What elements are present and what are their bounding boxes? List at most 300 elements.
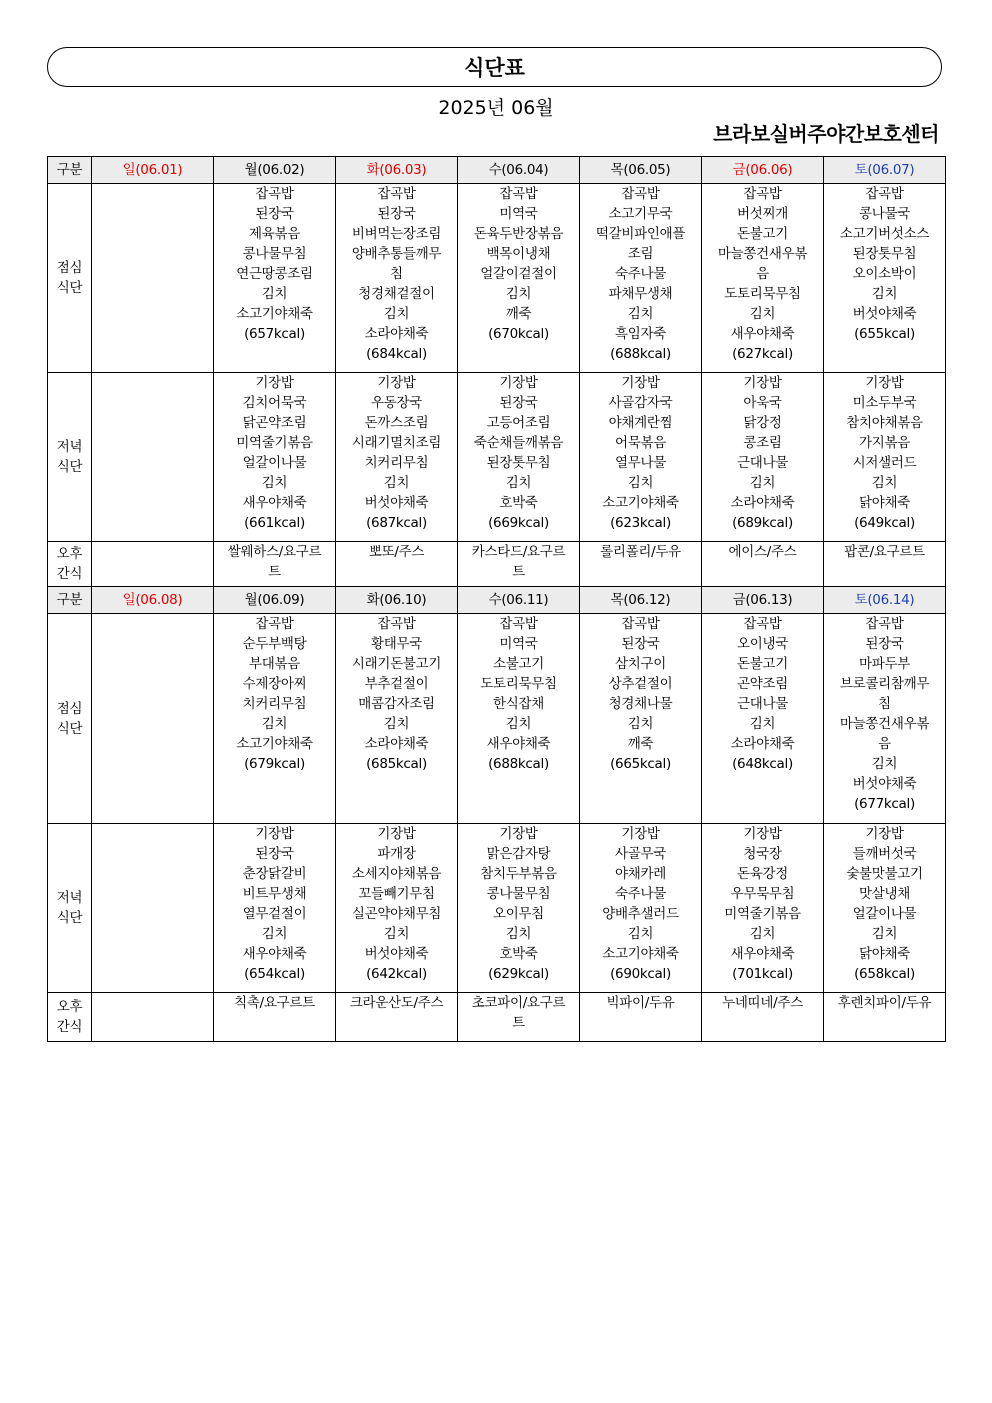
menu-item: 근대나물	[737, 455, 788, 471]
menu-item: 콩나물무침	[242, 246, 307, 262]
menu-item: 김치	[871, 475, 898, 491]
menu-item: 시래기멸치조림	[351, 435, 442, 451]
menu-item: 김치	[749, 716, 776, 732]
menu-item: 참치두부볶음	[480, 866, 557, 882]
menu-item: 팝콘/요구르트	[844, 544, 925, 560]
menu-item: 파개장	[377, 846, 416, 862]
category-label: 구분	[48, 587, 92, 614]
snack-cell	[824, 542, 946, 587]
menu-item: 맑은감자탕	[486, 846, 551, 862]
menu-item: 김치	[505, 716, 532, 732]
dinner-cell	[458, 824, 580, 993]
menu-item: 김치	[383, 306, 410, 322]
menu-item: 호박죽	[499, 946, 538, 962]
menu-item: 어묵볶음	[615, 435, 666, 451]
menu-item: 김치	[627, 475, 654, 491]
lunch-label	[48, 184, 92, 373]
menu-item: 돈불고기	[737, 656, 788, 672]
lunch-cell	[702, 614, 824, 824]
menu-item: 미역줄기볶음	[236, 435, 313, 451]
menu-item: 에이스/주스	[728, 544, 797, 560]
menu-item: 콩나물무침	[486, 886, 551, 902]
menu-item: 얼갈이나물	[852, 906, 917, 922]
menu-item: 된장국	[499, 395, 538, 411]
page-title	[47, 47, 942, 87]
menu-item: 음	[756, 266, 769, 282]
menu-item: 소고기야채죽	[602, 946, 679, 962]
menu-item: 소라야채죽	[364, 326, 429, 342]
menu-item: (654kcal)	[244, 966, 305, 982]
dinner-cell	[580, 824, 702, 993]
menu-item: 떡갈비파인애플	[595, 226, 686, 242]
menu-item: (623kcal)	[610, 515, 671, 531]
menu-item: 기장밥	[621, 375, 660, 391]
menu-item: 삼치구이	[615, 656, 666, 672]
menu-item: 김치	[871, 286, 898, 302]
menu-item: 우동장국	[371, 395, 422, 411]
menu-item: 매콤감자조림	[358, 696, 435, 712]
menu-item: 김치	[383, 475, 410, 491]
menu-item: 김치	[749, 475, 776, 491]
menu-item: 소세지야채볶음	[351, 866, 442, 882]
menu-item: 사골감자국	[608, 395, 673, 411]
dinner-cell	[824, 824, 946, 993]
menu-item: 김치	[383, 926, 410, 942]
menu-item: 춘장닭갈비	[242, 866, 307, 882]
menu-item: 청국장	[743, 846, 782, 862]
menu-item: (670kcal)	[488, 326, 549, 342]
lunch-cell	[214, 184, 336, 373]
menu-item: 연근땅콩조림	[236, 266, 313, 282]
menu-item: 된장국	[255, 846, 294, 862]
menu-item: 치커리무침	[242, 696, 307, 712]
menu-item: 초코파이/요구르	[471, 995, 566, 1011]
lunch-label	[48, 614, 92, 824]
menu-item: 콩나물국	[859, 206, 910, 222]
menu-item: 깨죽	[505, 306, 532, 322]
menu-item: 잡곡밥	[255, 186, 294, 202]
menu-item: 김치	[749, 926, 776, 942]
menu-item: 새우야채죽	[242, 495, 307, 511]
menu-item: 청경채나물	[608, 696, 673, 712]
day-header: 목(06.05)	[580, 157, 702, 184]
snack-cell	[458, 993, 580, 1042]
menu-item: 잡곡밥	[743, 616, 782, 632]
menu-item: 조림	[627, 246, 654, 262]
dinner-cell	[336, 373, 458, 542]
menu-item: 들깨버섯국	[852, 846, 917, 862]
menu-item: 트	[512, 1015, 525, 1031]
menu-item: (627kcal)	[732, 346, 793, 362]
menu-item: 오이냉국	[737, 636, 788, 652]
menu-item: (648kcal)	[732, 756, 793, 772]
snack-label	[48, 542, 92, 587]
snack-cell	[702, 542, 824, 587]
menu-item: 돈까스조림	[364, 415, 429, 431]
menu-item: 된장톳무침	[852, 246, 917, 262]
menu-item: 도토리묵무침	[480, 676, 557, 692]
menu-item: 새우야채죽	[486, 736, 551, 752]
menu-item: 오이소박이	[852, 266, 917, 282]
dinner-cell	[580, 373, 702, 542]
lunch-cell	[824, 614, 946, 824]
menu-item: 잡곡밥	[743, 186, 782, 202]
menu-item: 시저샐러드	[852, 455, 917, 471]
day-header: 토(06.14)	[824, 587, 946, 614]
menu-item: 돈불고기	[737, 226, 788, 242]
menu-item: (657kcal)	[244, 326, 305, 342]
menu-item: 된장국	[255, 206, 294, 222]
menu-item: 야채카레	[615, 866, 666, 882]
lunch-cell	[702, 184, 824, 373]
menu-item: 기장밥	[865, 375, 904, 391]
menu-item: 새우야채죽	[242, 946, 307, 962]
snack-cell	[214, 542, 336, 587]
label-line: 식단	[56, 720, 83, 737]
day-header: 수(06.11)	[458, 587, 580, 614]
label-line: 오후	[56, 999, 83, 1015]
menu-item: 파채무생채	[608, 286, 673, 302]
menu-item: 실곤약야채무침	[351, 906, 442, 922]
lunch-cell	[336, 184, 458, 373]
dinner-row	[48, 824, 946, 993]
day-header: 금(06.13)	[702, 587, 824, 614]
lunch-row	[48, 614, 946, 824]
snack-cell	[92, 542, 214, 587]
menu-item: 야채계란찜	[608, 415, 673, 431]
label-line: 간식	[56, 566, 83, 582]
menu-item: 김치	[627, 926, 654, 942]
menu-item: 카스타드/요구르	[471, 544, 566, 560]
menu-item: 얼갈이나물	[242, 455, 307, 471]
menu-item: 기장밥	[499, 826, 538, 842]
menu-item: 침	[390, 266, 403, 282]
menu-item: 열무겉절이	[242, 906, 307, 922]
dinner-cell	[92, 373, 214, 542]
dinner-label	[48, 373, 92, 542]
menu-item: 김치	[261, 286, 288, 302]
menu-item: 비벼먹는장조림	[351, 226, 442, 242]
snack-cell	[336, 993, 458, 1042]
menu-item: 뽀또/주스	[368, 544, 425, 560]
menu-item: 죽순채들깨볶음	[473, 435, 564, 451]
dinner-cell	[824, 373, 946, 542]
menu-item: 숯불맛불고기	[846, 866, 923, 882]
menu-item: 소라야채죽	[364, 736, 429, 752]
menu-item: 맛살냉채	[859, 886, 910, 902]
menu-item: 잡곡밥	[621, 186, 660, 202]
menu-item: 기장밥	[499, 375, 538, 391]
day-header: 금(06.06)	[702, 157, 824, 184]
menu-item: 음	[878, 736, 891, 752]
menu-item: 버섯야채죽	[852, 306, 917, 322]
dinner-cell	[458, 373, 580, 542]
center-name: 브라보실버주야간보호센터	[713, 122, 939, 146]
menu-item: 돈육두반장볶음	[473, 226, 564, 242]
menu-item: 근대나물	[737, 696, 788, 712]
menu-item: 깨죽	[627, 736, 654, 752]
menu-item: 버섯야채죽	[364, 495, 429, 511]
day-header: 월(06.02)	[214, 157, 336, 184]
lunch-cell	[580, 614, 702, 824]
day-header: 토(06.07)	[824, 157, 946, 184]
snack-row	[48, 542, 946, 587]
dinner-cell	[92, 824, 214, 993]
dinner-cell	[702, 373, 824, 542]
menu-item: 미소두부국	[852, 395, 917, 411]
menu-item: (658kcal)	[854, 966, 915, 982]
menu-item: 미역국	[499, 636, 538, 652]
menu-item: 트	[268, 564, 281, 580]
menu-item: (649kcal)	[854, 515, 915, 531]
menu-item: 마늘쫑건새우볶	[717, 246, 808, 262]
menu-item: 김치	[627, 306, 654, 322]
label-line: 식단	[56, 280, 83, 296]
menu-item: 김치	[505, 926, 532, 942]
label-line: 저녁	[56, 439, 83, 455]
menu-item: 소라야채죽	[730, 736, 795, 752]
menu-item: 잡곡밥	[255, 616, 294, 632]
menu-item: 상추겉절이	[608, 676, 673, 692]
dinner-row	[48, 373, 946, 542]
lunch-cell	[580, 184, 702, 373]
menu-item: 김치	[261, 926, 288, 942]
menu-item: 한식잡채	[493, 696, 544, 712]
menu-item: (629kcal)	[488, 966, 549, 982]
menu-item: 닭강정	[743, 415, 782, 431]
menu-item: 닭곤약조림	[242, 415, 307, 431]
menu-item: 칙촉/요구르트	[234, 995, 315, 1011]
category-label: 구분	[48, 157, 92, 184]
menu-item: (679kcal)	[244, 756, 305, 772]
lunch-cell	[824, 184, 946, 373]
menu-item: 소고기야채죽	[602, 495, 679, 511]
menu-item: (689kcal)	[732, 515, 793, 531]
menu-item: 시래기돈불고기	[351, 656, 442, 672]
snack-cell	[92, 993, 214, 1042]
menu-item: 기장밥	[255, 375, 294, 391]
menu-item: 크라운산도/주스	[349, 995, 444, 1011]
menu-item: (642kcal)	[366, 966, 427, 982]
menu-item: 순두부백탕	[242, 636, 307, 652]
menu-item: 김치	[383, 716, 410, 732]
menu-item: 잡곡밥	[865, 616, 904, 632]
menu-item: 잡곡밥	[865, 186, 904, 202]
menu-item: 김치	[505, 475, 532, 491]
menu-item: 숙주나물	[615, 886, 666, 902]
menu-item: 기장밥	[865, 826, 904, 842]
day-header: 수(06.04)	[458, 157, 580, 184]
menu-item: 황태무국	[371, 636, 422, 652]
menu-item: 된장국	[865, 636, 904, 652]
menu-item: 꼬들빼기무침	[358, 886, 435, 902]
day-header: 일(06.08)	[92, 587, 214, 614]
snack-cell	[214, 993, 336, 1042]
day-header: 목(06.12)	[580, 587, 702, 614]
label-line: 식단	[56, 459, 83, 475]
menu-item: 소고기무국	[608, 206, 673, 222]
day-header-row	[48, 587, 946, 614]
menu-item: 콩조림	[743, 435, 782, 451]
menu-item: 도토리묵무침	[724, 286, 801, 302]
label-line: 식단	[56, 910, 83, 926]
dinner-cell	[214, 373, 336, 542]
menu-item: 부대볶음	[249, 656, 300, 672]
day-header-row	[48, 157, 946, 184]
menu-item: 기장밥	[743, 375, 782, 391]
menu-item: 브로콜리참깨무	[839, 676, 930, 692]
label-line: 간식	[56, 1019, 83, 1035]
menu-item: 새우야채죽	[730, 326, 795, 342]
dinner-label	[48, 824, 92, 993]
menu-item: 마파두부	[859, 656, 910, 672]
snack-cell	[824, 993, 946, 1042]
lunch-cell	[92, 184, 214, 373]
menu-item: 양배추샐러드	[602, 906, 679, 922]
menu-item: 양배추통들깨무	[351, 246, 442, 262]
menu-item: 김치	[749, 306, 776, 322]
menu-item: 새우야채죽	[730, 946, 795, 962]
menu-item: (655kcal)	[854, 326, 915, 342]
menu-item: 청경채겉절이	[358, 286, 435, 302]
menu-item: 열무나물	[615, 455, 666, 471]
menu-item: 부추겉절이	[364, 676, 429, 692]
menu-item: 된장국	[377, 206, 416, 222]
menu-item: 닭야채죽	[859, 495, 910, 511]
dinner-cell	[214, 824, 336, 993]
label-line: 점심	[56, 700, 83, 717]
menu-item: 버섯찌개	[737, 206, 788, 222]
menu-item: (665kcal)	[610, 756, 671, 772]
dinner-cell	[336, 824, 458, 993]
menu-item: 트	[512, 564, 525, 580]
menu-item: 아욱국	[743, 395, 782, 411]
menu-item: 마늘쫑건새우볶	[839, 716, 930, 732]
menu-item: 소라야채죽	[730, 495, 795, 511]
lunch-cell	[458, 614, 580, 824]
menu-item: 된장톳무침	[486, 455, 551, 471]
day-header: 월(06.09)	[214, 587, 336, 614]
menu-item: 기장밥	[621, 826, 660, 842]
menu-item: 제육볶음	[249, 226, 300, 242]
menu-item: 가지볶음	[859, 435, 910, 451]
menu-item: 잡곡밥	[377, 186, 416, 202]
menu-table	[47, 156, 946, 1042]
lunch-cell	[458, 184, 580, 373]
menu-item: 버섯야채죽	[852, 776, 917, 792]
menu-item: 김치	[871, 926, 898, 942]
snack-cell	[702, 993, 824, 1042]
menu-item: 기장밥	[377, 375, 416, 391]
label-line: 저녁	[56, 890, 83, 906]
menu-item: 롤리폴리/두유	[600, 544, 681, 560]
menu-item: 소불고기	[493, 656, 544, 672]
menu-item: 호박죽	[499, 495, 538, 511]
menu-item: 누네띠네/주스	[722, 995, 803, 1011]
lunch-cell	[336, 614, 458, 824]
menu-item: 수제장아찌	[242, 676, 307, 692]
lunch-cell	[214, 614, 336, 824]
snack-cell	[336, 542, 458, 587]
menu-item: 김치	[505, 286, 532, 302]
menu-item: 김치	[261, 716, 288, 732]
menu-item: 빅파이/두유	[606, 995, 675, 1011]
menu-item: 잡곡밥	[377, 616, 416, 632]
month-label: 2025년 06월	[438, 97, 554, 119]
menu-item: (677kcal)	[854, 796, 915, 812]
menu-item: 곤약조림	[737, 676, 788, 692]
day-header: 화(06.03)	[336, 157, 458, 184]
menu-item: (688kcal)	[488, 756, 549, 772]
menu-item: 비트무생채	[242, 886, 307, 902]
menu-item: 침	[878, 696, 891, 712]
snack-cell	[458, 542, 580, 587]
menu-item: (690kcal)	[610, 966, 671, 982]
menu-item: 얼갈이겉절이	[480, 266, 557, 282]
menu-item: 닭야채죽	[859, 946, 910, 962]
menu-item: 잡곡밥	[621, 616, 660, 632]
title-text: 식단표	[464, 56, 525, 80]
menu-item: 돈육강정	[737, 866, 788, 882]
menu-item: 미역국	[499, 206, 538, 222]
dinner-cell	[702, 824, 824, 993]
menu-item: 미역줄기볶음	[724, 906, 801, 922]
menu-item: 잡곡밥	[499, 186, 538, 202]
menu-item: 기장밥	[743, 826, 782, 842]
menu-item: (685kcal)	[366, 756, 427, 772]
menu-item: 참치야채볶음	[846, 415, 923, 431]
snack-cell	[580, 542, 702, 587]
day-header: 화(06.10)	[336, 587, 458, 614]
lunch-cell	[92, 614, 214, 824]
menu-item: 기장밥	[377, 826, 416, 842]
menu-item: 우무묵무침	[730, 886, 795, 902]
menu-item: 사골무국	[615, 846, 666, 862]
menu-item: 후렌치파이/두유	[837, 995, 932, 1011]
menu-item: 김치	[871, 756, 898, 772]
menu-item: 소고기버섯소스	[839, 226, 930, 242]
menu-item: 쌀웨하스/요구르	[227, 544, 322, 560]
menu-item: (701kcal)	[732, 966, 793, 982]
menu-item: 숙주나물	[615, 266, 666, 282]
menu-item: 김치	[261, 475, 288, 491]
day-header: 일(06.01)	[92, 157, 214, 184]
snack-row	[48, 993, 946, 1042]
lunch-row	[48, 184, 946, 373]
menu-item: 된장국	[621, 636, 660, 652]
menu-item: (684kcal)	[366, 346, 427, 362]
menu-item: 김치어묵국	[242, 395, 307, 411]
menu-item: 잡곡밥	[499, 616, 538, 632]
menu-item: 흑임자죽	[615, 326, 666, 342]
menu-item: (661kcal)	[244, 515, 305, 531]
label-line: 점심	[56, 260, 83, 276]
label-line: 오후	[56, 546, 83, 562]
menu-item: 소고기야채죽	[236, 306, 313, 322]
snack-label	[48, 993, 92, 1042]
menu-item: (669kcal)	[488, 515, 549, 531]
menu-item: 치커리무침	[364, 455, 429, 471]
menu-item: 오이무침	[493, 906, 544, 922]
menu-item: (688kcal)	[610, 346, 671, 362]
menu-item: 김치	[627, 716, 654, 732]
menu-item: 기장밥	[255, 826, 294, 842]
snack-cell	[580, 993, 702, 1042]
menu-item: 고등어조림	[486, 415, 551, 431]
menu-item: 소고기야채죽	[236, 736, 313, 752]
menu-item: 백목이냉채	[486, 246, 551, 262]
menu-item: 버섯야채죽	[364, 946, 429, 962]
